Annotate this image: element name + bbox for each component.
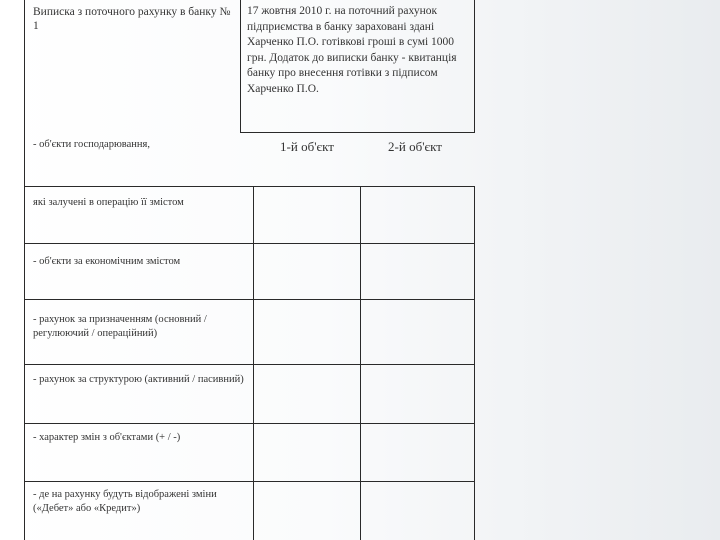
column-divider-2 <box>360 186 361 540</box>
row-rule-1 <box>24 186 475 187</box>
row-label-business-objects: - об'єкти господарювання, <box>33 139 150 150</box>
row-rule-3 <box>24 299 475 300</box>
column-divider-1 <box>253 186 254 540</box>
header-bottom-rule <box>240 132 475 133</box>
column-header-object-1: 1-й об'єкт <box>280 139 334 154</box>
row-rule-5 <box>24 423 475 424</box>
statement-title: Виписка з поточного рахунку в банку № 1 <box>33 6 231 32</box>
row-rule-4 <box>24 364 475 365</box>
row-label-account-purpose: - рахунок за призначенням (основний / регулюючий / операційний) <box>33 314 207 339</box>
row-label-economic-content: - об'єкти за економічним змістом <box>33 256 181 267</box>
row-label-account-structure: - рахунок за структурою (активний / пасивний) <box>33 374 244 385</box>
table-border-right-top <box>474 0 475 132</box>
row-label-debit-credit: - де на рахунку будуть відображені зміни («Дебет» або «Кредит») <box>33 489 217 514</box>
table-border-left <box>24 0 25 540</box>
row-label-change-character: - характер змін з об'єктами (+ / -) <box>33 432 181 443</box>
header-divider <box>240 0 241 132</box>
row-rule-6 <box>24 481 475 482</box>
row-label-involved-objects: які залучені в операцію її змістом <box>33 197 184 208</box>
column-header-object-2: 2-й об'єкт <box>388 139 442 154</box>
operation-description: 17 жовтня 2010 г. на поточний рахунок підприємства в банку зараховані здані Харченко П.О. готівкові гроші в сумі 1000 грн. Додаток до виписки банку - квитанція банку про внесення готівки з підписом Харченко П.О. <box>247 5 457 95</box>
column-divider-3 <box>474 186 475 540</box>
row-rule-2 <box>24 243 475 244</box>
